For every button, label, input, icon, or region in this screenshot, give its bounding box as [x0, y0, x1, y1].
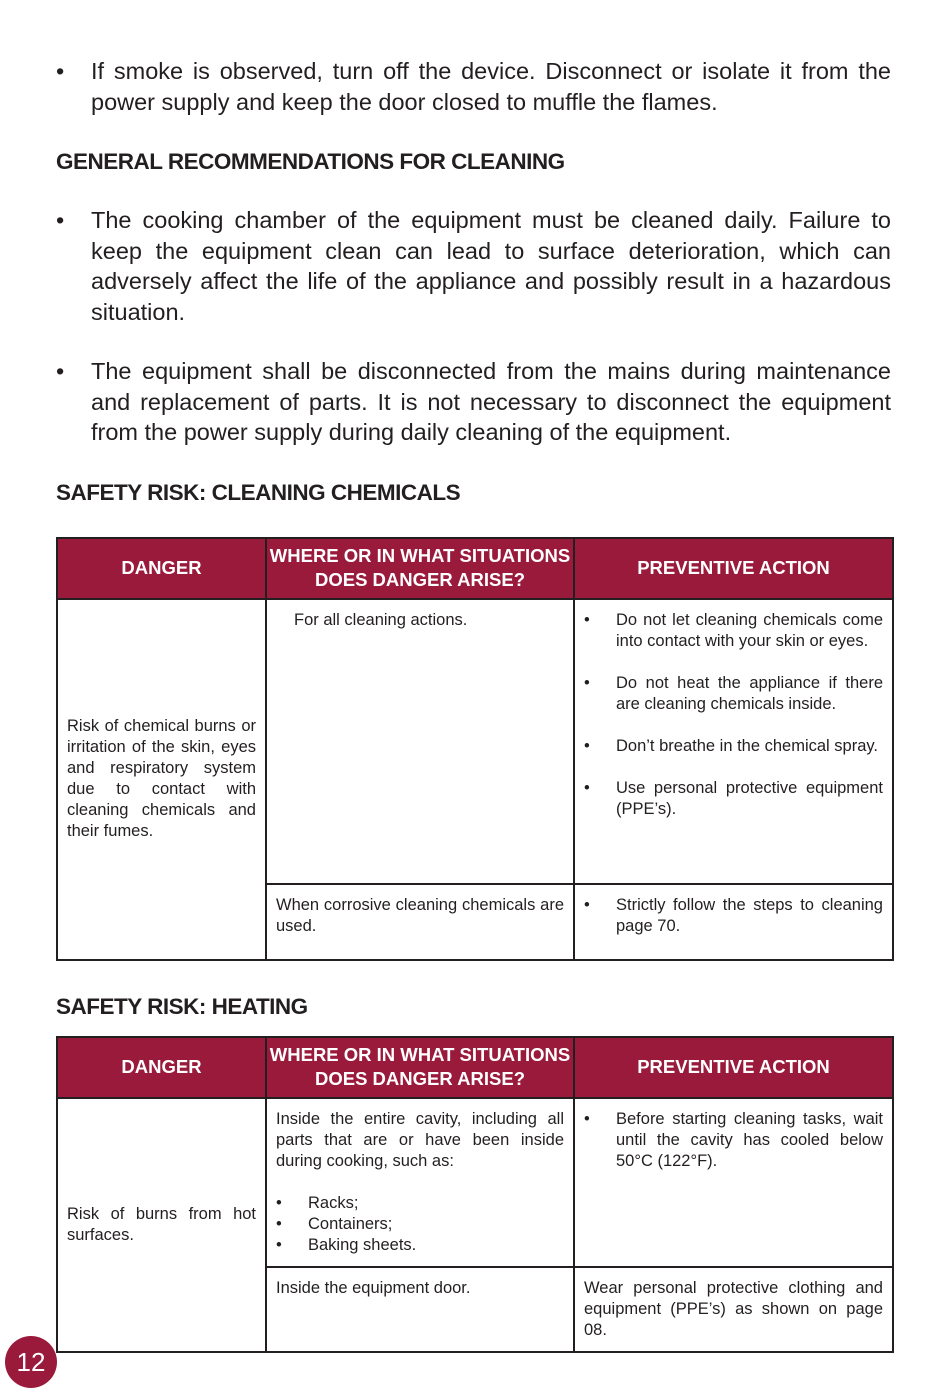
- cleaning-text-2: The equipment shall be disconnected from the mains during maintenance and replacement of parts. It is not necessary to disconnect the equipment from the power supply during daily cleaning of the equipment.: [91, 358, 891, 445]
- danger-header: DANGER: [57, 538, 266, 599]
- list-item: [584, 610, 883, 652]
- cleaning-bullet-1: [56, 205, 891, 327]
- bullet-dot: •: [584, 1109, 590, 1128]
- where-text: Inside the entire cavity, including all parts that are or have been inside during cooking, such as:: [276, 1109, 564, 1170]
- danger-header: DANGER: [57, 1037, 266, 1098]
- bullet-dot: •: [276, 1214, 282, 1233]
- bullet-dot: •: [584, 778, 590, 797]
- bullet-dot: •: [584, 673, 590, 692]
- list-item: [584, 895, 883, 937]
- cleaning-text-1: The cooking chamber of the equipment must be cleaned daily. Failure to keep the equipment clean can lead to surface deterioration, which can adversely affect the life of the appliance and possibly result in a hazardous situation.: [91, 207, 891, 325]
- list-item: [276, 1235, 564, 1256]
- action-cell: [574, 599, 893, 884]
- table-row: [57, 599, 893, 884]
- smoke-bullet: [56, 56, 891, 117]
- where-header: WHERE OR IN WHAT SITUATIONS DOES DANGER ARISE?: [266, 1037, 574, 1098]
- bullet-dot: •: [276, 1235, 282, 1254]
- list-item: [584, 736, 883, 757]
- action-text: Strictly follow the steps to cleaning page 70.: [616, 895, 883, 935]
- heating-table: [56, 1036, 894, 1353]
- where-cell: When corrosive cleaning chemicals are used.: [266, 884, 574, 960]
- action-cell: [574, 884, 893, 960]
- where-cell: [266, 1098, 574, 1267]
- table-row: [57, 1098, 893, 1267]
- bullet-dot: •: [584, 895, 590, 914]
- action-text: Before starting cleaning tasks, wait until the cavity has cooled below 50°C (122°F).: [616, 1109, 883, 1170]
- list-item: [584, 778, 883, 820]
- item-text: Containers;: [308, 1214, 393, 1233]
- action-text: Use personal protective equipment (PPE’s).: [616, 778, 883, 818]
- bullet-dot: •: [584, 610, 590, 629]
- list-item: [276, 1193, 564, 1214]
- smoke-text: If smoke is observed, turn off the device. Disconnect or isolate it from the power supply and keep the door closed to muffle the flames.: [91, 58, 891, 115]
- bullet-dot: •: [56, 207, 65, 233]
- bullet-dot: •: [584, 736, 590, 755]
- action-text: Don’t breathe in the chemical spray.: [616, 736, 878, 755]
- item-text: Baking sheets.: [308, 1235, 417, 1254]
- bullet-dot: •: [56, 358, 65, 384]
- action-header: PREVENTIVE ACTION: [574, 1037, 893, 1098]
- action-cell: Wear personal protective clothing and equipment (PPE’s) as shown on page 08.: [574, 1267, 893, 1352]
- where-cell: Inside the equipment door.: [266, 1267, 574, 1352]
- list-item: [276, 1214, 564, 1235]
- heating-heading: SAFETY RISK: HEATING: [56, 993, 308, 1019]
- action-cell: [574, 1098, 893, 1267]
- table-header-row: [57, 538, 893, 599]
- chemicals-heading: SAFETY RISK: CLEANING CHEMICALS: [56, 479, 461, 505]
- page-content: [56, 56, 891, 1353]
- where-header: WHERE OR IN WHAT SITUATIONS DOES DANGER ARISE?: [266, 538, 574, 599]
- cleaning-heading: GENERAL RECOMMENDATIONS FOR CLEANING: [56, 149, 565, 174]
- list-item: [584, 1109, 883, 1172]
- list-item: [584, 673, 883, 715]
- action-text: Do not heat the appliance if there are cleaning chemicals inside.: [616, 673, 883, 713]
- action-text: Do not let cleaning chemicals come into contact with your skin or eyes.: [616, 610, 883, 650]
- table-header-row: [57, 1037, 893, 1098]
- chemicals-table: [56, 537, 894, 961]
- danger-cell: Risk of chemical burns or irritation of the skin, eyes and respiratory system due to contact with cleaning chemicals and their fumes.: [57, 599, 266, 960]
- bullet-dot: •: [56, 58, 65, 84]
- page-number-badge: 12: [5, 1336, 57, 1388]
- cleaning-bullet-2: [56, 356, 891, 448]
- action-header: PREVENTIVE ACTION: [574, 538, 893, 599]
- where-cell: For all cleaning actions.: [266, 599, 574, 884]
- bullet-dot: •: [276, 1193, 282, 1212]
- danger-cell: Risk of burns from hot surfaces.: [57, 1098, 266, 1352]
- item-text: Racks;: [308, 1193, 359, 1212]
